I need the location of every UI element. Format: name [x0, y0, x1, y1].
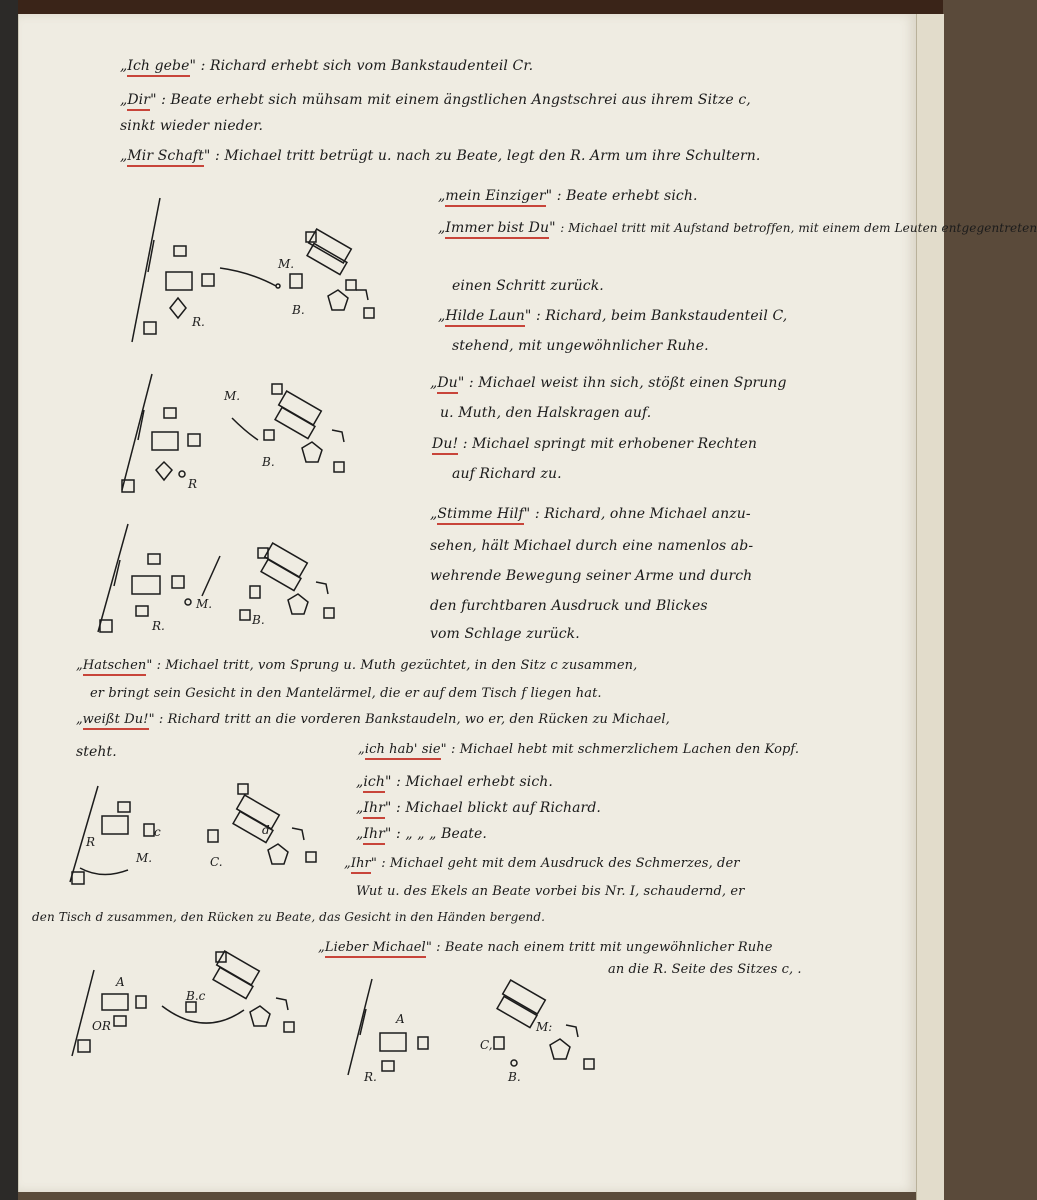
svg-text:R.: R. [192, 315, 205, 329]
text-line: u. Muth, den Halskragen auf. [440, 405, 652, 421]
cue-word: Ich gebe [127, 58, 189, 77]
svg-text:OR: OR [92, 1019, 111, 1033]
svg-text:B.: B. [252, 613, 265, 627]
text-line: einen Schritt zurück. [452, 278, 604, 294]
svg-text:R.: R. [152, 619, 165, 633]
text-line: Du! : Michael springt mit erhobener Rechten [432, 436, 757, 452]
cue-word: weißt Du! [83, 712, 149, 730]
text-line: „Ich gebe" : Richard erhebt sich vom Bankstaudenteil Cr. [120, 58, 533, 74]
cue-word: Lieber Michael [325, 940, 426, 958]
text-line: „ich" : Michael erhebt sich. [356, 774, 553, 790]
cue-word: ich hab' sie [365, 742, 441, 760]
cue-word: Dir [127, 92, 150, 111]
svg-text:B.: B. [508, 1070, 521, 1084]
cue-word: Mir Schaft [127, 148, 204, 167]
stage-diagram-3 [90, 520, 360, 640]
text-line: den furchtbaren Ausdruck und Blickes [430, 598, 708, 614]
svg-text:M:: M: [536, 1020, 553, 1034]
text-line: wehrende Bewegung seiner Arme und durch [430, 568, 753, 584]
stage-diagram-5 [64, 950, 324, 1060]
svg-text:M.: M. [196, 597, 213, 611]
stage-diagram-6 [340, 975, 610, 1095]
text-line: „ich hab' sie" : Michael hebt mit schmerzlichem Lachen den Kopf. [358, 742, 799, 757]
cue-word: mein Einziger [445, 188, 545, 207]
cue-word: Ihr [363, 826, 385, 845]
text-line: „Du" : Michael weist ihn sich, stößt einen Sprung [430, 375, 787, 391]
svg-text:R: R [188, 477, 198, 491]
text-line: stehend, mit ungewöhnlicher Ruhe. [452, 338, 709, 354]
svg-text:A: A [116, 975, 125, 989]
text-line: steht. [76, 744, 117, 760]
cue-word: Ihr [351, 856, 371, 874]
svg-text:B.c: B.c [186, 989, 206, 1003]
svg-text:M.: M. [224, 389, 241, 403]
text-line: sehen, hält Michael durch eine namenlos ab- [430, 538, 754, 554]
cue-word: Du! [432, 436, 458, 455]
svg-text:c: c [154, 825, 161, 839]
cue-word: Du [437, 375, 457, 394]
cue-word: ich [363, 774, 385, 793]
page-edge [916, 14, 944, 1200]
text-line: „mein Einziger" : Beate erhebt sich. [438, 188, 698, 204]
text-line: er bringt sein Gesicht in den Mantelärmel, die er auf dem Tisch f liegen hat. [90, 686, 602, 701]
text-line: an die R. Seite des Sitzes c, . [608, 962, 802, 977]
text-line: „Immer bist Du" : Michael tritt mit Aufstand betroffen, mit einem dem Leuten entgegentreten [438, 220, 1037, 236]
text-line: „Lieber Michael" : Beate nach einem tritt mit ungewöhnlicher Ruhe [318, 940, 773, 955]
svg-text:B.: B. [262, 455, 275, 469]
text-line: sinkt wieder nieder. [120, 118, 264, 134]
cue-word: Immer bist Du [445, 220, 549, 239]
cue-word: Ihr [363, 800, 385, 819]
binding-top [0, 0, 943, 14]
cue-word: Hilde Laun [445, 308, 525, 327]
svg-text:d: d [262, 823, 270, 837]
svg-text:M.: M. [136, 851, 153, 865]
text-line: „weißt Du!" : Richard tritt an die vorderen Bankstaudeln, wo er, den Rücken zu Michael, [76, 712, 670, 727]
text-line: „Ihr" : Michael geht mit dem Ausdruck des Schmerzes, der [344, 856, 740, 871]
text-line: auf Richard zu. [452, 466, 562, 482]
text-line: „Ihr" : „ „ „ Beate. [356, 826, 487, 842]
text-line: den Tisch d zusammen, den Rücken zu Beate, das Gesicht in den Händen bergend. [32, 910, 546, 924]
text-line: „Hilde Laun" : Richard, beim Bankstaudenteil C, [438, 308, 787, 324]
svg-text:C.: C. [210, 855, 223, 869]
text-line: vom Schlage zurück. [430, 626, 580, 642]
stage-diagram-2 [112, 370, 362, 500]
text-line: „Hatschen" : Michael tritt, vom Sprung u. Muth gezüchtet, in den Sitz c zusammen, [76, 658, 637, 673]
svg-text:R: R [86, 835, 96, 849]
text-line: „Ihr" : Michael blickt auf Richard. [356, 800, 601, 816]
cue-word: Hatschen [83, 658, 147, 676]
text-line: „Dir" : Beate erhebt sich mühsam mit einem ängstlichen Angstschrei aus ihrem Sitze c, [120, 92, 751, 108]
cue-word: Stimme Hilf [437, 506, 523, 525]
stage-diagram-4 [62, 780, 342, 890]
svg-text:M.: M. [278, 257, 295, 271]
text-line: „Stimme Hilf" : Richard, ohne Michael anzu- [430, 506, 751, 522]
binding-left [0, 0, 18, 1200]
text-line: Wut u. des Ekels an Beate vorbei bis Nr. I, schaudernd, er [356, 884, 745, 899]
svg-text:B.: B. [292, 303, 305, 317]
svg-text:C,: C, [480, 1038, 493, 1052]
stage-diagram-1 [120, 190, 390, 350]
text-line: „Mir Schaft" : Michael tritt betrügt u. nach zu Beate, legt den R. Arm um ihre Schultern. [120, 148, 760, 164]
svg-text:R.: R. [364, 1070, 377, 1084]
svg-text:A: A [396, 1012, 405, 1026]
